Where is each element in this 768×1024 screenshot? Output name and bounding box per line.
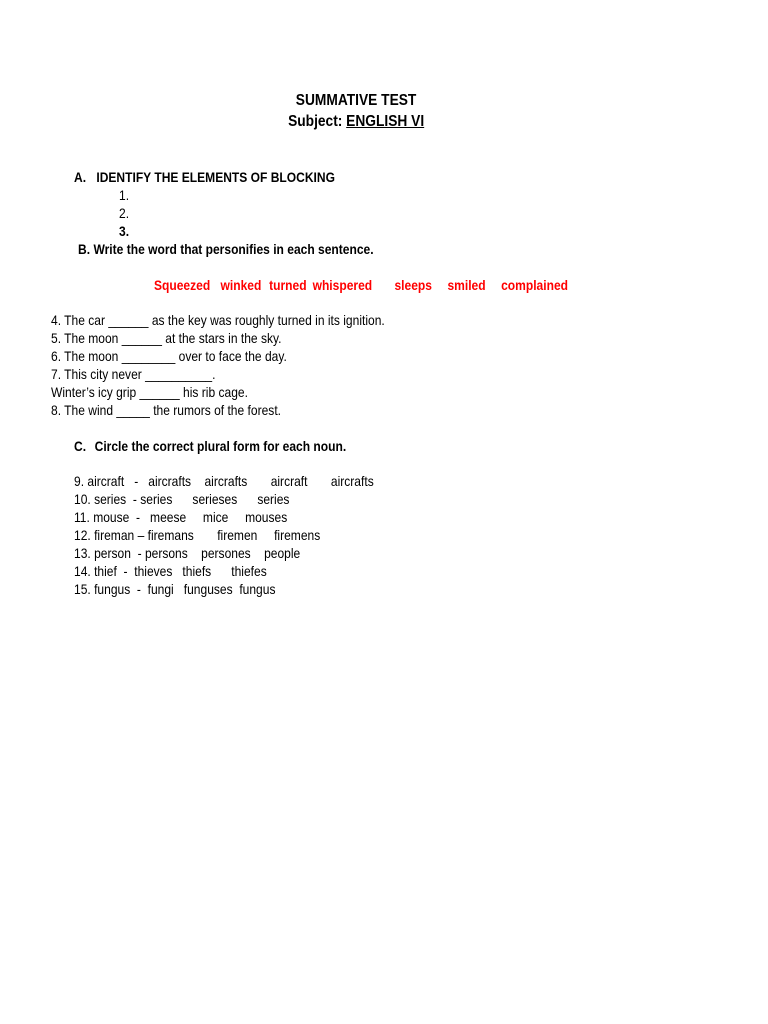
plural-item: 15. fungus - fungi funguses fungus — [73, 581, 276, 597]
word-bank-item: winked — [220, 277, 261, 293]
word-bank-item: turned — [268, 277, 307, 293]
sentence-item: 5. The moon ______ at the stars in the sky. — [50, 330, 282, 346]
section-a-item: 3. — [118, 223, 129, 239]
subject-line — [0, 113, 713, 131]
sentence-item: 4. The car ______ as the key was roughly turned in its ignition. — [50, 312, 385, 328]
section-a-marker: A. — [73, 169, 86, 185]
section-b-title: Write the word that personifies in each sentence. — [93, 241, 374, 257]
plural-item: 10. series - series serieses series — [73, 491, 290, 507]
word-bank-item: whispered — [312, 277, 372, 293]
title-text: SUMMATIVE TEST — [296, 92, 417, 109]
word-bank-item: smiled — [447, 277, 486, 293]
page-title — [0, 92, 713, 110]
plural-item: 9. aircraft - aircrafts aircrafts aircraft aircrafts — [73, 473, 374, 489]
section-b-marker: B. — [77, 241, 90, 257]
word-bank-item: sleeps — [394, 277, 432, 293]
sentence-item: 6. The moon ________ over to face the day. — [50, 348, 287, 364]
plural-item: 13. person - persons persones people — [73, 545, 300, 561]
plural-item: 14. thief - thieves thiefs thiefes — [73, 563, 267, 579]
section-a-item: 2. — [118, 205, 129, 221]
word-bank-item: Squeezed — [153, 277, 210, 293]
section-c-title: Circle the correct plural form for each noun. — [94, 438, 346, 454]
sentence-item: 8. The wind _____ the rumors of the forest. — [50, 402, 281, 418]
subject-value: ENGLISH VI — [346, 113, 425, 130]
section-c-marker: C. — [73, 438, 86, 454]
sentence-item: 7. This city never __________. — [50, 366, 215, 382]
section-a-title: IDENTIFY THE ELEMENTS OF BLOCKING — [95, 169, 335, 185]
plural-item: 12. fireman – firemans firemen firemens — [73, 527, 320, 543]
subject-label: Subject: — [288, 113, 347, 130]
word-bank-item: complained — [500, 277, 568, 293]
plural-item: 11. mouse - meese mice mouses — [73, 509, 287, 525]
sentence-item: Winter’s icy grip ______ his rib cage. — [50, 384, 248, 400]
section-a-item: 1. — [118, 187, 129, 203]
